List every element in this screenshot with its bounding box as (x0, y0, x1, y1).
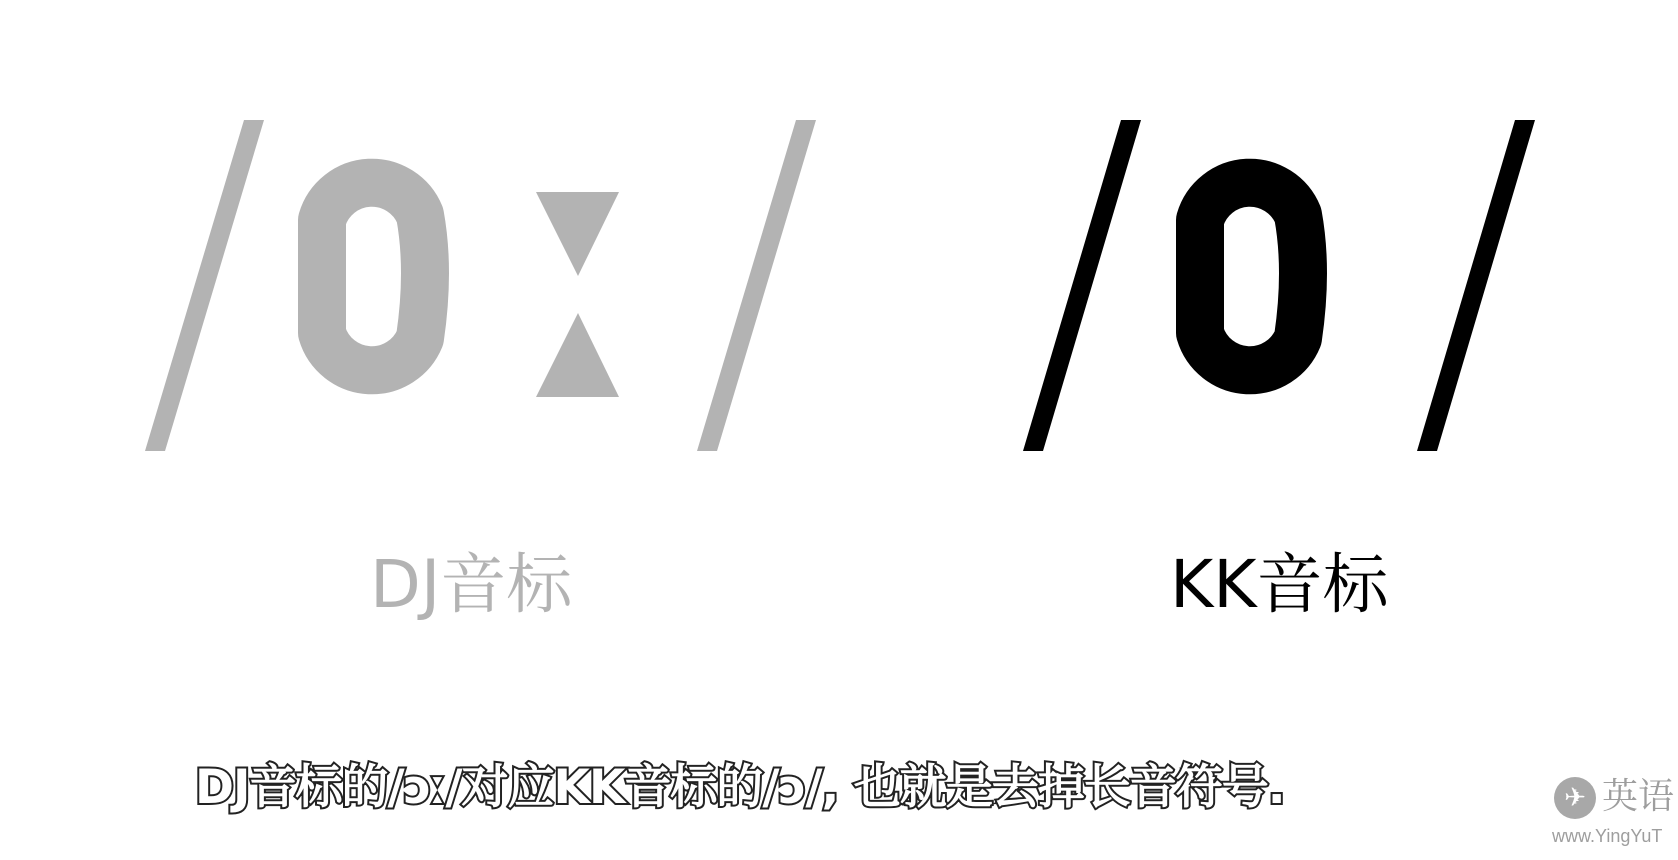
dj-caption: DJ音标 (370, 546, 573, 623)
dj-right-slash (697, 120, 816, 451)
dj-left-slash (145, 120, 264, 451)
kk-right-slash (1417, 120, 1535, 451)
kk-left-slash (1023, 120, 1141, 451)
dj-open-o-glyph (322, 183, 425, 371)
watermark (1552, 774, 1678, 854)
kk-caption: KK音标 (1170, 546, 1389, 623)
dj-length-mark-top (536, 192, 619, 276)
dj-length-mark-bottom (536, 313, 619, 397)
subtitle: DJ音标的/ɔː/对应KK音标的/ɔ/, 也就是去掉长音符号. (195, 760, 1285, 815)
rabbit-logo-icon: ✈ (1554, 777, 1596, 819)
kk-symbol (1023, 120, 1535, 451)
watermark-url: www.YingYuT (1552, 826, 1663, 846)
kk-open-o-glyph (1200, 183, 1303, 371)
watermark-name: 英语 (1602, 776, 1675, 817)
dj-symbol (145, 120, 816, 451)
